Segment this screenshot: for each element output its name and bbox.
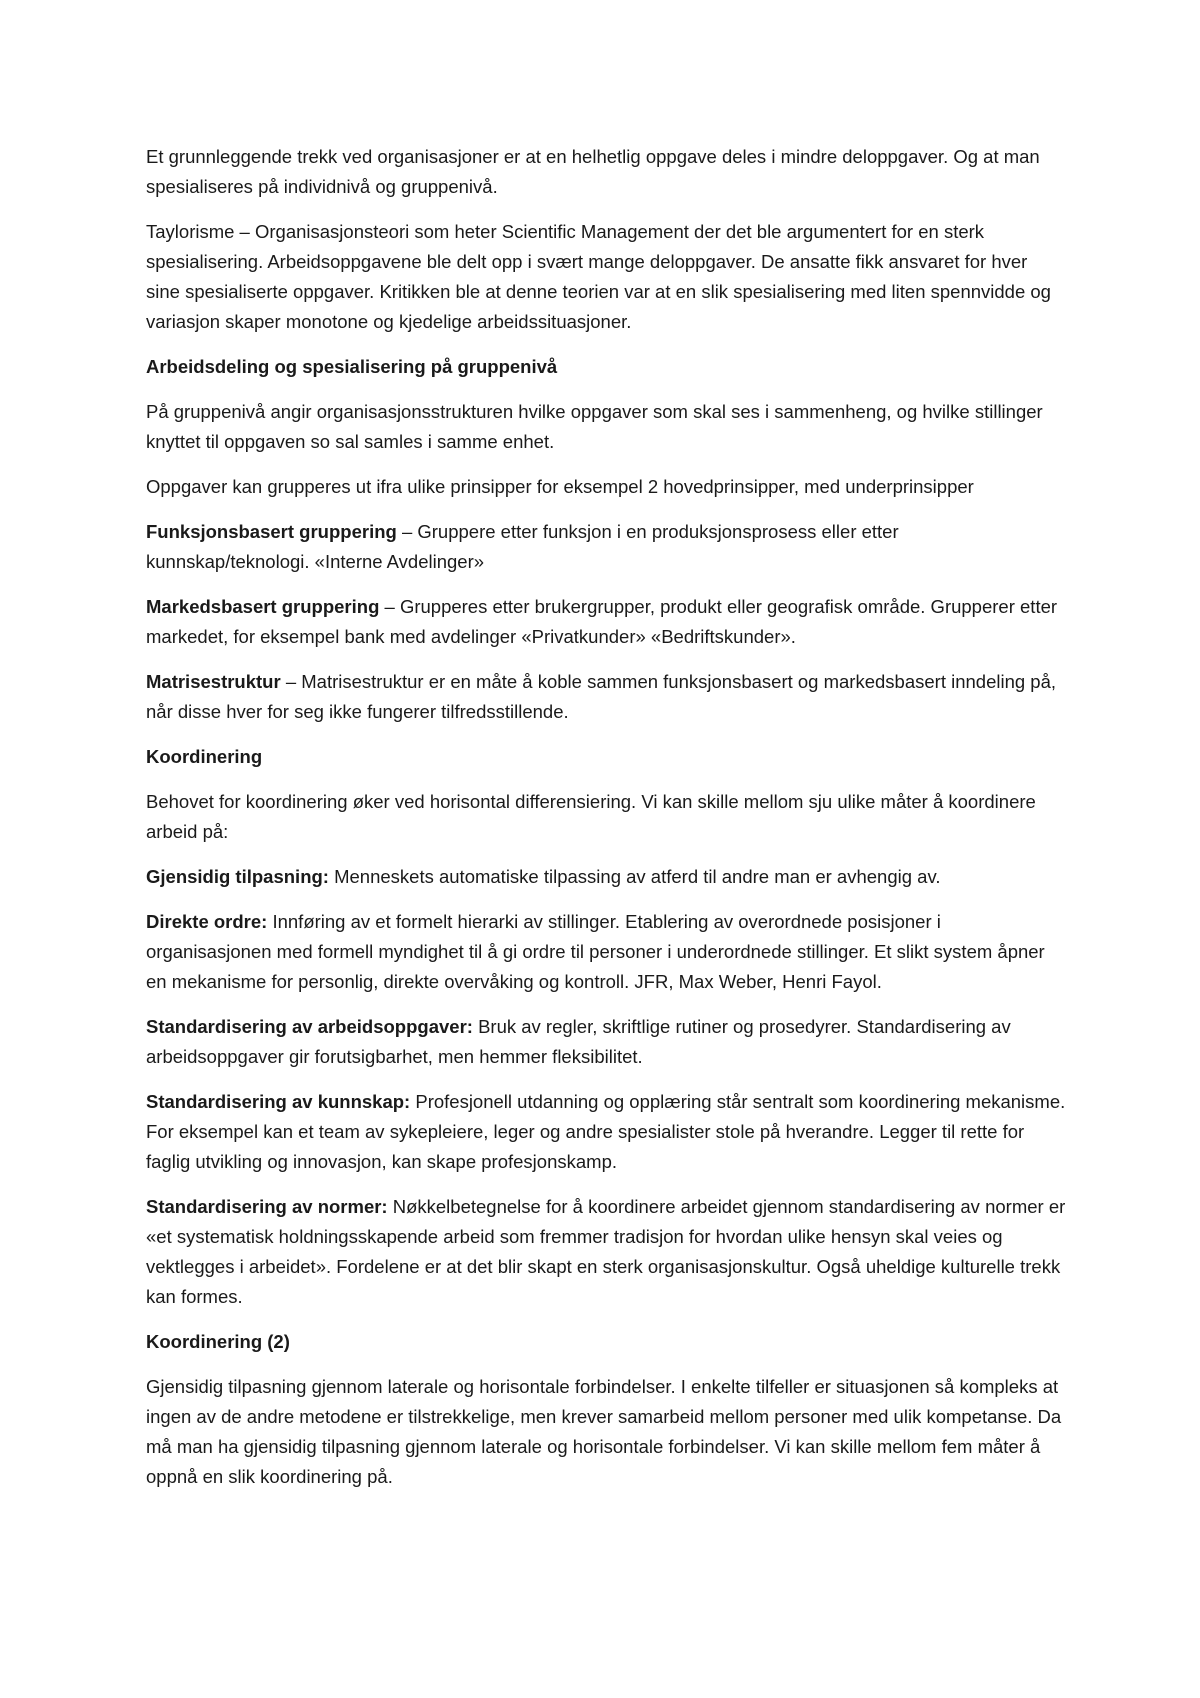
text-market-grouping: – Grupperes etter brukergrupper, produkt eller geografisk område. Grupperer etter markedet, for eksempel bank med avdelinger «Privatkunder» «Bedriftskunder». xyxy=(146,596,1058,647)
term-matrix-structure: Matrisestruktur xyxy=(146,671,281,692)
paragraph-group-level: På gruppenivå angir organisasjonsstrukturen hvilke oppgaver som skal ses i sammenheng, og hvilke stillinger knyttet til oppgaven so sal samles i samme enhet. xyxy=(146,401,1043,452)
paragraph-standardization-norms xyxy=(146,1192,1066,1312)
text-mutual-adjustment: Menneskets automatiske tilpassing av atferd til andre man er avhengig av. xyxy=(328,866,941,887)
term-standardization-knowledge: Standardisering av kunnskap: xyxy=(146,1091,411,1112)
paragraph-lateral-connections: Gjensidig tilpasning gjennom laterale og horisontale forbindelser. I enkelte tilfeller er situasjonen så kompleks at ingen av de andre metodene er tilstrekkelige, men krever samarbeid mellom personer med ulik kompetanse. Da må man ha gjensidig tilpasning gjennom laterale og horisontale forbindelser. Vi kan skille mellom fem måter å oppnå en slik koordinering på. xyxy=(146,1376,1062,1487)
paragraph-coordination-need: Behovet for koordinering øker ved horisontal differensiering. Vi kan skille mellom sju ulike måter å koordinere arbeid på: xyxy=(146,791,1036,842)
term-direct-orders: Direkte ordre: xyxy=(146,911,268,932)
term-market-grouping: Markedsbasert gruppering xyxy=(146,596,380,617)
term-standardization-tasks: Standardisering av arbeidsoppgaver: xyxy=(146,1016,473,1037)
term-functional-grouping: Funksjonsbasert gruppering xyxy=(146,521,397,542)
text-functional-grouping: – Gruppere etter funksjon i en produksjonsprosess eller etter kunnskap/teknologi. «Interne Avdelinger» xyxy=(146,521,899,572)
paragraph-intro: Et grunnleggende trekk ved organisasjoner er at en helhetlig oppgave deles i mindre deloppgaver. Og at man spesialiseres på individnivå og gruppenivå. xyxy=(146,146,1040,197)
paragraph-functional-grouping xyxy=(146,517,1066,577)
paragraph-direct-orders xyxy=(146,907,1066,997)
text-standardization-knowledge: Profesjonell utdanning og opplæring står sentralt som koordinering mekanisme. For eksempel kan et team av sykepleiere, leger og andre spesialister stole på hverandre. Legger til rette for faglig utvikling og innovasjon, kan skape profesjonskamp. xyxy=(146,1091,1066,1172)
term-mutual-adjustment: Gjensidig tilpasning: xyxy=(146,866,329,887)
paragraph-standardization-knowledge xyxy=(146,1087,1066,1177)
heading-coordination-2: Koordinering (2) xyxy=(146,1331,290,1352)
text-standardization-norms: Nøkkelbetegnelse for å koordinere arbeidet gjennom standardisering av normer er «et systematisk holdningsskapende arbeid som fremmer tradisjon for hvordan ulike hensyn skal veies og vektlegges i arbeidet». Fordelene er at det blir skapt en sterk organisasjonskultur. Også uheldige kulturelle trekk kan formes. xyxy=(146,1196,1066,1307)
paragraph-standardization-tasks xyxy=(146,1012,1066,1072)
paragraph-taylorism: Taylorisme – Organisasjonsteori som heter Scientific Management der det ble argumentert for en sterk spesialisering. Arbeidsoppgavene ble delt opp i svært mange deloppgaver. De ansatte fikk ansvaret for hver sine spesialiserte oppgaver. Kritikken ble at denne teorien var at en slik spesialisering med liten spennvidde og variasjon skaper monotone og kjedelige arbeidssituasjoner. xyxy=(146,221,1051,332)
paragraph-market-grouping xyxy=(146,592,1066,652)
heading-division: Arbeidsdeling og spesialisering på gruppenivå xyxy=(146,356,558,377)
paragraph-matrix-structure xyxy=(146,667,1066,727)
text-direct-orders: Innføring av et formelt hierarki av stillinger. Etablering av overordnede posisjoner i organisasjonen med formell myndighet til å gi ordre til personer i underordnede stillinger. Et slikt system åpner en mekanisme for personlig, direkte overvåking og kontroll. JFR, Max Weber, Henri Fayol. xyxy=(146,911,1045,992)
text-matrix-structure: – Matrisestruktur er en måte å koble sammen funksjonsbasert og markedsbasert inndeling på, når disse hver for seg ikke fungerer tilfredsstillende. xyxy=(146,671,1057,722)
text-standardization-tasks: Bruk av regler, skriftlige rutiner og prosedyrer. Standardisering av arbeidsoppgaver gir forutsigbarhet, men hemmer fleksibilitet. xyxy=(146,1016,1011,1067)
paragraph-mutual-adjustment xyxy=(146,862,1066,892)
heading-coordination: Koordinering xyxy=(146,746,263,767)
term-standardization-norms: Standardisering av normer: xyxy=(146,1196,388,1217)
document-body xyxy=(146,142,1066,1507)
paragraph-grouping: Oppgaver kan grupperes ut ifra ulike prinsipper for eksempel 2 hovedprinsipper, med underprinsipper xyxy=(146,476,974,497)
